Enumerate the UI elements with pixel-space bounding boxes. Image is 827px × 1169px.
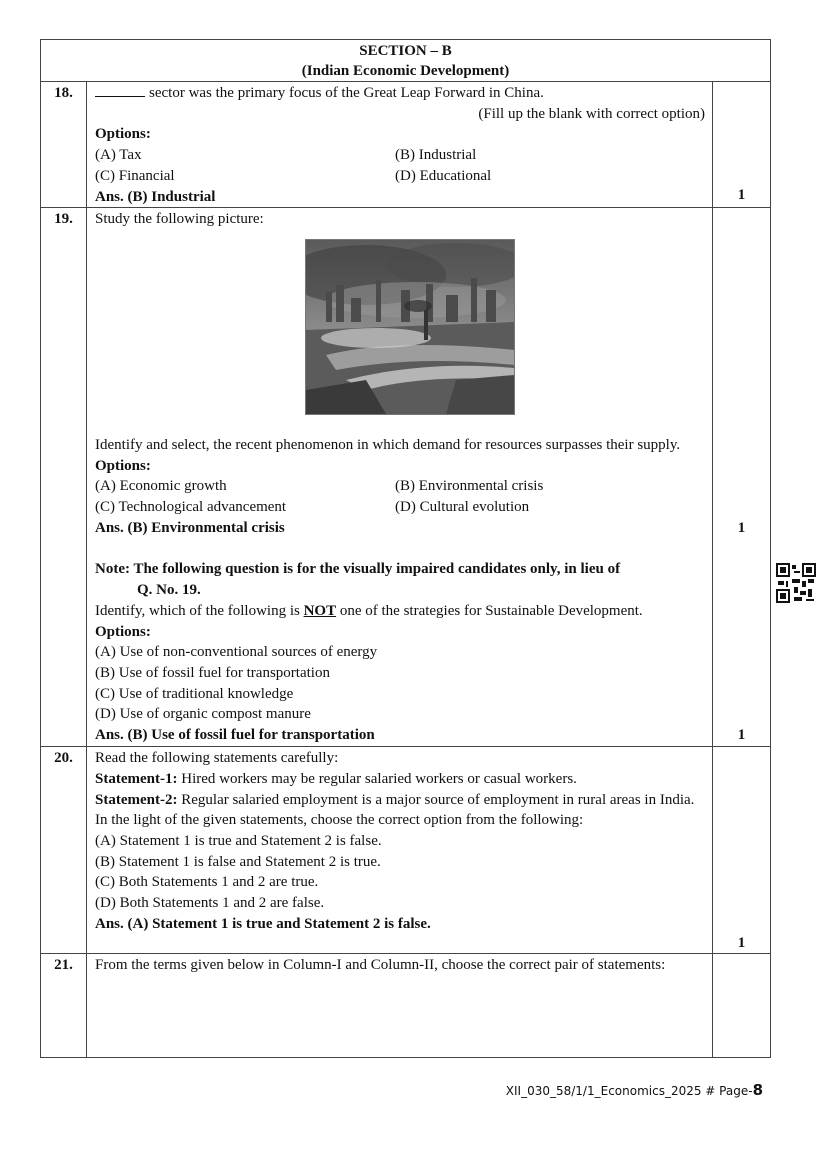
document-code: XII_030_58/1/1_Economics_2025 # Page- — [505, 1084, 753, 1098]
option-c: (C) Both Statements 1 and 2 are true. — [95, 874, 319, 891]
option-b: (B) Statement 1 is false and Statement 2 is true. — [95, 853, 381, 870]
question-instruction: (Fill up the blank with correct option) — [478, 105, 705, 122]
question-prompt: Study the following picture: — [95, 211, 264, 228]
vi-option-b: (B) Use of fossil fuel for transportation — [95, 664, 330, 681]
question-stem: From the terms given below in Column-I and Column-II, choose the correct pair of statements: — [95, 957, 666, 974]
options-label: Options: — [95, 126, 151, 143]
page-number: 8 — [752, 1081, 763, 1099]
marks: 1 — [737, 520, 746, 537]
answer: Ans. (B) Environmental crisis — [95, 519, 285, 536]
option-c: (C) Technological advancement — [95, 499, 287, 516]
option-b: (B) Environmental crisis — [395, 478, 544, 495]
section-title: SECTION – B — [359, 43, 452, 59]
vi-marks: 1 — [737, 727, 746, 744]
industrial-city-smog-image — [306, 240, 514, 414]
qr-code-icon — [776, 563, 816, 603]
marks-cell — [713, 82, 771, 208]
option-a: (A) Economic growth — [95, 478, 227, 495]
question-row-21 — [41, 954, 771, 1058]
marks: 1 — [737, 935, 746, 952]
section-header-row — [41, 40, 771, 82]
vi-note-line2: Q. No. 19. — [137, 582, 201, 599]
section-subtitle: (Indian Economic Development) — [301, 63, 510, 79]
marks-cell — [713, 208, 771, 747]
pollution-photo — [305, 239, 515, 415]
option-c: (C) Financial — [95, 167, 175, 184]
option-a: (A) Statement 1 is true and Statement 2 is false. — [95, 833, 382, 850]
option-d: (D) Both Statements 1 and 2 are false. — [95, 895, 325, 912]
question-intro: Read the following statements carefully: — [95, 750, 339, 767]
answer: Ans. (A) Statement 1 is true and Statement 2 is false. — [95, 915, 431, 932]
vi-option-d: (D) Use of organic compost manure — [95, 706, 311, 723]
marks: 1 — [737, 187, 746, 203]
statement-2: Statement-2: Regular salaried employment is a major source of employment in rural areas in India. — [95, 791, 695, 808]
vi-option-c: (C) Use of traditional knowledge — [95, 685, 294, 702]
statement-1: Statement-1: Hired workers may be regular salaried workers or casual workers. — [95, 770, 577, 787]
question-row-18 — [41, 82, 771, 208]
question-number: 20. — [41, 747, 87, 954]
option-d: (D) Educational — [395, 167, 492, 184]
marks-cell — [713, 747, 771, 954]
question-text: Identify and select, the recent phenomenon in which demand for resources surpasses their supply. — [95, 436, 681, 453]
question-row-20 — [41, 747, 771, 954]
question-row-19 — [41, 208, 771, 747]
question-body-19 — [87, 208, 713, 747]
fill-blank — [95, 83, 145, 97]
option-a: (A) Tax — [95, 147, 142, 164]
question-instruction: In the light of the given statements, choose the correct option from the following: — [95, 812, 584, 829]
option-b: (B) Industrial — [395, 147, 477, 164]
question-body-18 — [87, 82, 713, 208]
page-footer — [488, 1081, 763, 1099]
answer: Ans. (B) Industrial — [95, 188, 216, 205]
vi-option-a: (A) Use of non-conventional sources of energy — [95, 644, 378, 661]
options-list — [95, 145, 705, 186]
question-stem: sector was the primary focus of the Great Leap Forward in China. — [95, 83, 705, 104]
vi-note-line1: Note: The following question is for the visually impaired candidates only, in lieu of — [95, 561, 621, 578]
question-number: 21. — [41, 954, 87, 1058]
vi-answer: Ans. (B) Use of fossil fuel for transportation — [95, 727, 375, 744]
question-number: 18. — [41, 82, 87, 208]
vi-question: Identify, which of the following is NOT one of the strategies for Sustainable Development. — [95, 602, 643, 619]
section-header — [41, 40, 771, 82]
option-d: (D) Cultural evolution — [395, 499, 530, 516]
question-body-20 — [87, 747, 713, 954]
question-number: 19. — [41, 208, 87, 747]
question-table — [40, 39, 771, 1058]
marks-cell — [713, 954, 771, 1058]
vi-options-label: Options: — [95, 623, 151, 640]
options-list — [95, 476, 705, 517]
options-label: Options: — [95, 457, 151, 474]
question-body-21 — [87, 954, 713, 1058]
